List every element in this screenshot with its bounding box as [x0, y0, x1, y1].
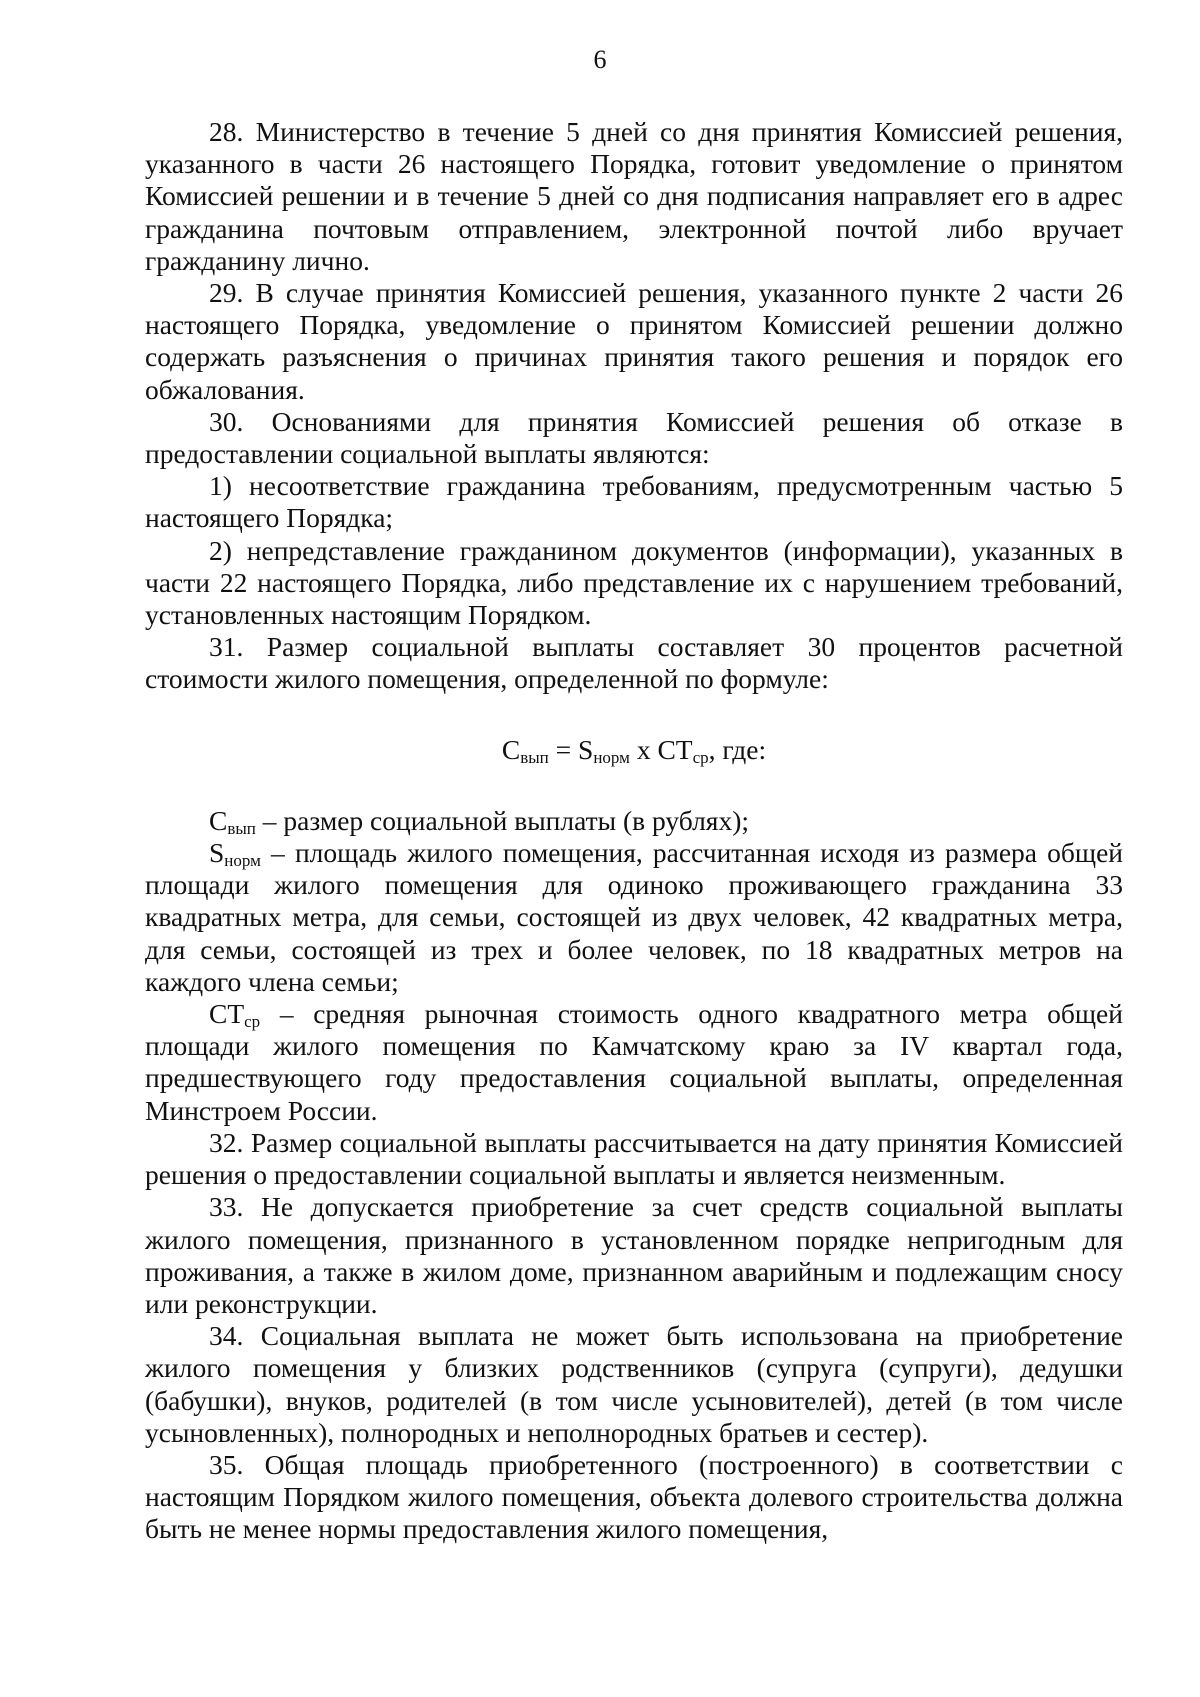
formula-times: х	[629, 733, 658, 765]
definition-ct-symbol: СТ	[209, 998, 245, 1030]
paragraph-30-item-1: 1) несоответствие гражданина требованиям, предусмотренным частью 5 настоящего Порядка;	[145, 470, 1123, 534]
document-body	[145, 116, 1123, 1546]
definition-ct-text: – средняя рыночная стоимость одного квадратного метра общей площади жилого помещения по Камчатскому краю за IV квартал года, предшествующего году предоставления социальной выплаты, определенная Минстроем России.	[145, 998, 1123, 1126]
paragraph-30: 30. Основаниями для принятия Комиссией решения об отказе в предоставлении социальной выплаты являются:	[145, 405, 1123, 470]
definition-s-norm	[145, 837, 1123, 998]
paragraph-29: 29. В случае принятия Комиссией решения, указанного пункте 2 части 26 настоящего Порядка, уведомление о принятом Комиссией решении должно содержать разъяснения о причинах принятия такого решения и порядок его обжалования.	[145, 277, 1123, 405]
definition-c-subscript: вып	[227, 818, 256, 838]
definition-s-text: – площадь жилого помещения, рассчитанная исходя из размера общей площади жилого помещения для одиноко проживающего гражданина 33 квадратных метра, для семьи, состоящей из двух человек, 42 квадратных метра, для семьи, состоящей из трех и более человек, по 18 квадратных метров на каждого члена семьи;	[145, 837, 1123, 997]
definition-s-symbol: S	[209, 837, 225, 869]
formula-c-symbol: С	[501, 733, 521, 765]
paragraph-31: 31. Размер социальной выплаты составляет 30 процентов расчетной стоимости жилого помещения, определенной по формуле:	[145, 631, 1123, 695]
paragraph-33: 33. Не допускается приобретение за счет средств социальной выплаты жилого помещения, признанного в установленном порядке непригодным для проживания, а также в жилом доме, признанном аварийным и подлежащим сносу или реконструкции.	[145, 1191, 1123, 1319]
formula-tail: , где:	[708, 733, 767, 765]
definition-c-vyp	[145, 805, 1123, 837]
formula-ct-symbol: СТ	[657, 733, 693, 765]
paragraph-35: 35. Общая площадь приобретенного (построенного) в соответствии с настоящим Порядком жилого помещения, объекта долевого строительства должна быть не менее нормы предоставления жилого помещения,	[145, 1448, 1123, 1545]
paragraph-28: 28. Министерство в течение 5 дней со дня принятия Комиссией решения, указанного в части 26 настоящего Порядка, готовит уведомление о принятом Комиссией решении и в течение 5 дней со дня подписания направляет его в адрес гражданина почтовым отправлением, электронной почтой либо вручает гражданину лично.	[145, 116, 1123, 276]
definition-ct-sr	[145, 998, 1123, 1127]
page-number: 6	[593, 45, 607, 74]
formula	[145, 734, 1123, 766]
definition-c-text: – размер социальной выплаты (в рублях);	[255, 804, 749, 836]
paragraph-30-item-2: 2) непредставление гражданином документов (информации), указанных в части 22 настоящего Порядка, либо представление их с нарушением требований, установленных настоящим Порядком.	[145, 534, 1123, 631]
formula-c-subscript: вып	[520, 747, 549, 767]
formula-equals: =	[548, 733, 579, 765]
formula-ct-subscript: ср	[692, 747, 709, 767]
formula-s-symbol: S	[578, 733, 594, 765]
paragraph-34: 34. Социальная выплата не может быть использована на приобретение жилого помещения у близких родственников (супруга (супруги), дедушки (бабушки), внуков, родителей (в том числе усыновителей), детей (в том числе усыновленных), полнородных и неполнородных братьев и сестер).	[145, 1320, 1123, 1448]
definition-s-subscript: норм	[224, 851, 261, 871]
formula-s-subscript: норм	[593, 747, 630, 767]
definition-c-symbol: С	[209, 804, 228, 836]
definition-ct-subscript: ср	[244, 1012, 261, 1032]
paragraph-32: 32. Размер социальной выплаты рассчитывается на дату принятия Комиссией решения о предоставлении социальной выплаты и является неизменным.	[145, 1126, 1123, 1191]
